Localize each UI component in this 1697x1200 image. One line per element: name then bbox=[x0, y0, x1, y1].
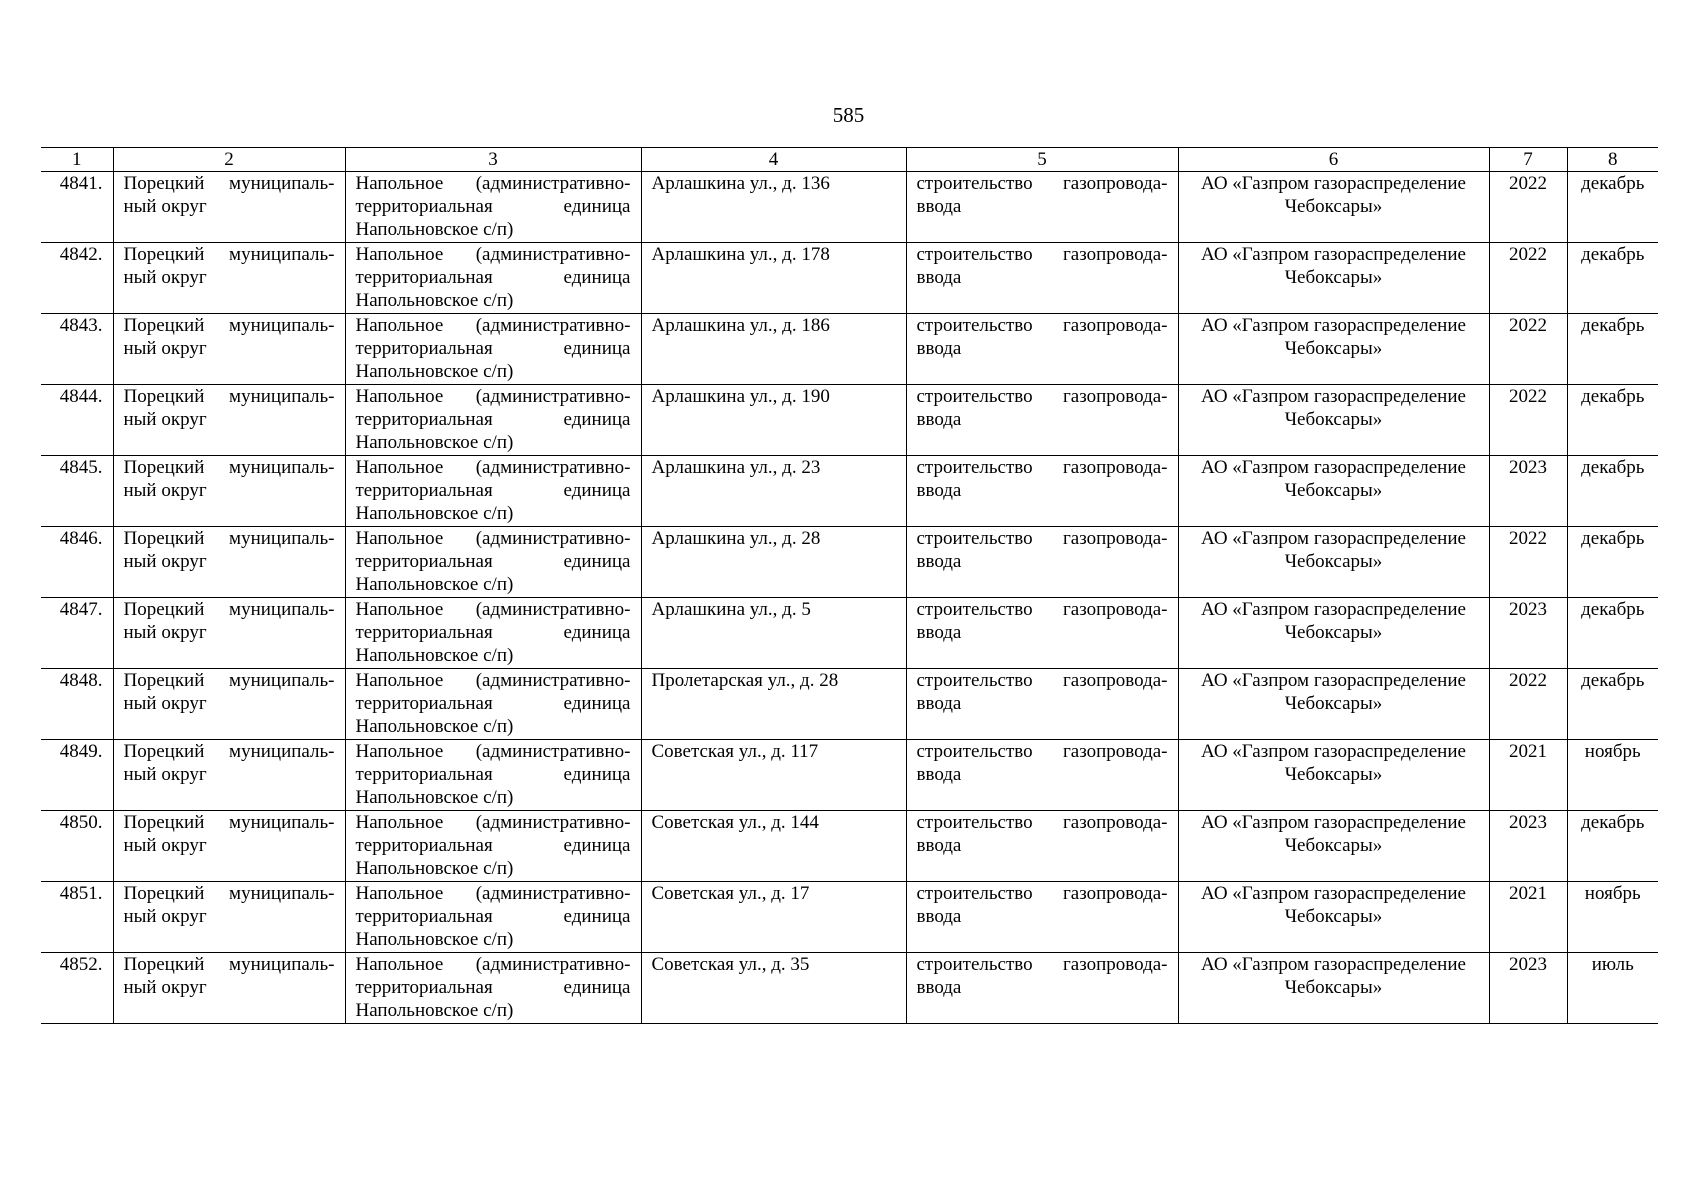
address-cell: Арлашкина ул., д. 190 bbox=[641, 385, 906, 456]
year-cell: 2022 bbox=[1489, 527, 1567, 598]
organization-cell: АО «Газпром газораспределение Чебоксары» bbox=[1178, 811, 1489, 882]
address-cell: Советская ул., д. 35 bbox=[641, 953, 906, 1024]
district-cell: Порецкий муниципаль-ный округ bbox=[113, 882, 345, 953]
column-number: 3 bbox=[345, 148, 641, 172]
district-cell: Порецкий муниципаль-ный округ bbox=[113, 740, 345, 811]
address-cell: Арлашкина ул., д. 136 bbox=[641, 172, 906, 243]
month-cell: декабрь bbox=[1567, 172, 1658, 243]
locality-cell: Напольное (административно-территориальная единица Напольновское с/п) bbox=[345, 811, 641, 882]
locality-cell: Напольное (административно-территориальная единица Напольновское с/п) bbox=[345, 314, 641, 385]
table-row bbox=[41, 953, 1658, 1024]
locality-cell: Напольное (административно-территориальная единица Напольновское с/п) bbox=[345, 669, 641, 740]
table-row bbox=[41, 456, 1658, 527]
column-number: 5 bbox=[906, 148, 1178, 172]
month-cell: июль bbox=[1567, 953, 1658, 1024]
table-row bbox=[41, 598, 1658, 669]
work-type-cell: строительство газопровода-ввода bbox=[906, 314, 1178, 385]
locality-cell: Напольное (административно-территориальная единица Напольновское с/п) bbox=[345, 882, 641, 953]
row-number: 4847. bbox=[41, 598, 113, 669]
row-number: 4851. bbox=[41, 882, 113, 953]
column-number: 2 bbox=[113, 148, 345, 172]
row-number: 4841. bbox=[41, 172, 113, 243]
table-row bbox=[41, 385, 1658, 456]
column-number-row bbox=[41, 148, 1658, 172]
table-row bbox=[41, 172, 1658, 243]
locality-cell: Напольное (административно-территориальная единица Напольновское с/п) bbox=[345, 953, 641, 1024]
locality-cell: Напольное (административно-территориальная единица Напольновское с/п) bbox=[345, 456, 641, 527]
year-cell: 2023 bbox=[1489, 456, 1567, 527]
organization-cell: АО «Газпром газораспределение Чебоксары» bbox=[1178, 385, 1489, 456]
district-cell: Порецкий муниципаль-ный округ bbox=[113, 811, 345, 882]
address-cell: Советская ул., д. 117 bbox=[641, 740, 906, 811]
organization-cell: АО «Газпром газораспределение Чебоксары» bbox=[1178, 243, 1489, 314]
organization-cell: АО «Газпром газораспределение Чебоксары» bbox=[1178, 314, 1489, 385]
locality-cell: Напольное (административно-территориальная единица Напольновское с/п) bbox=[345, 172, 641, 243]
organization-cell: АО «Газпром газораспределение Чебоксары» bbox=[1178, 882, 1489, 953]
year-cell: 2022 bbox=[1489, 172, 1567, 243]
work-type-cell: строительство газопровода-ввода bbox=[906, 669, 1178, 740]
address-cell: Советская ул., д. 17 bbox=[641, 882, 906, 953]
address-cell: Арлашкина ул., д. 23 bbox=[641, 456, 906, 527]
table-row bbox=[41, 314, 1658, 385]
month-cell: декабрь bbox=[1567, 669, 1658, 740]
row-number: 4850. bbox=[41, 811, 113, 882]
column-number: 6 bbox=[1178, 148, 1489, 172]
locality-cell: Напольное (административно-территориальная единица Напольновское с/п) bbox=[345, 598, 641, 669]
month-cell: декабрь bbox=[1567, 598, 1658, 669]
column-number: 4 bbox=[641, 148, 906, 172]
district-cell: Порецкий муниципаль-ный округ bbox=[113, 456, 345, 527]
district-cell: Порецкий муниципаль-ный округ bbox=[113, 953, 345, 1024]
table-row bbox=[41, 811, 1658, 882]
row-number: 4843. bbox=[41, 314, 113, 385]
organization-cell: АО «Газпром газораспределение Чебоксары» bbox=[1178, 953, 1489, 1024]
register-table bbox=[41, 147, 1658, 1024]
address-cell: Советская ул., д. 144 bbox=[641, 811, 906, 882]
locality-cell: Напольное (административно-территориальная единица Напольновское с/п) bbox=[345, 385, 641, 456]
row-number: 4849. bbox=[41, 740, 113, 811]
year-cell: 2022 bbox=[1489, 243, 1567, 314]
row-number: 4852. bbox=[41, 953, 113, 1024]
locality-cell: Напольное (административно-территориальная единица Напольновское с/п) bbox=[345, 243, 641, 314]
year-cell: 2022 bbox=[1489, 314, 1567, 385]
page-number: 585 bbox=[832, 103, 865, 127]
table-row bbox=[41, 740, 1658, 811]
work-type-cell: строительство газопровода-ввода bbox=[906, 172, 1178, 243]
address-cell: Арлашкина ул., д. 28 bbox=[641, 527, 906, 598]
work-type-cell: строительство газопровода-ввода bbox=[906, 598, 1178, 669]
locality-cell: Напольное (административно-территориальная единица Напольновское с/п) bbox=[345, 527, 641, 598]
year-cell: 2023 bbox=[1489, 953, 1567, 1024]
work-type-cell: строительство газопровода-ввода bbox=[906, 243, 1178, 314]
district-cell: Порецкий муниципаль-ный округ bbox=[113, 598, 345, 669]
year-cell: 2023 bbox=[1489, 811, 1567, 882]
column-number: 8 bbox=[1567, 148, 1658, 172]
month-cell: декабрь bbox=[1567, 456, 1658, 527]
table-row bbox=[41, 669, 1658, 740]
row-number: 4846. bbox=[41, 527, 113, 598]
column-number: 1 bbox=[41, 148, 113, 172]
year-cell: 2021 bbox=[1489, 882, 1567, 953]
organization-cell: АО «Газпром газораспределение Чебоксары» bbox=[1178, 456, 1489, 527]
year-cell: 2021 bbox=[1489, 740, 1567, 811]
work-type-cell: строительство газопровода-ввода bbox=[906, 882, 1178, 953]
work-type-cell: строительство газопровода-ввода bbox=[906, 953, 1178, 1024]
year-cell: 2022 bbox=[1489, 669, 1567, 740]
month-cell: ноябрь bbox=[1567, 882, 1658, 953]
organization-cell: АО «Газпром газораспределение Чебоксары» bbox=[1178, 527, 1489, 598]
table-row bbox=[41, 527, 1658, 598]
district-cell: Порецкий муниципаль-ный округ bbox=[113, 669, 345, 740]
row-number: 4842. bbox=[41, 243, 113, 314]
organization-cell: АО «Газпром газораспределение Чебоксары» bbox=[1178, 598, 1489, 669]
year-cell: 2023 bbox=[1489, 598, 1567, 669]
month-cell: ноябрь bbox=[1567, 740, 1658, 811]
column-number: 7 bbox=[1489, 148, 1567, 172]
address-cell: Арлашкина ул., д. 178 bbox=[641, 243, 906, 314]
organization-cell: АО «Газпром газораспределение Чебоксары» bbox=[1178, 172, 1489, 243]
locality-cell: Напольное (административно-территориальная единица Напольновское с/п) bbox=[345, 740, 641, 811]
month-cell: декабрь bbox=[1567, 527, 1658, 598]
work-type-cell: строительство газопровода-ввода bbox=[906, 456, 1178, 527]
row-number: 4848. bbox=[41, 669, 113, 740]
address-cell: Пролетарская ул., д. 28 bbox=[641, 669, 906, 740]
month-cell: декабрь bbox=[1567, 811, 1658, 882]
work-type-cell: строительство газопровода-ввода bbox=[906, 740, 1178, 811]
work-type-cell: строительство газопровода-ввода bbox=[906, 811, 1178, 882]
district-cell: Порецкий муниципаль-ный округ bbox=[113, 385, 345, 456]
row-number: 4845. bbox=[41, 456, 113, 527]
district-cell: Порецкий муниципаль-ный округ bbox=[113, 243, 345, 314]
district-cell: Порецкий муниципаль-ный округ bbox=[113, 314, 345, 385]
month-cell: декабрь bbox=[1567, 385, 1658, 456]
work-type-cell: строительство газопровода-ввода bbox=[906, 527, 1178, 598]
district-cell: Порецкий муниципаль-ный округ bbox=[113, 172, 345, 243]
district-cell: Порецкий муниципаль-ный округ bbox=[113, 527, 345, 598]
table-row bbox=[41, 882, 1658, 953]
month-cell: декабрь bbox=[1567, 314, 1658, 385]
work-type-cell: строительство газопровода-ввода bbox=[906, 385, 1178, 456]
month-cell: декабрь bbox=[1567, 243, 1658, 314]
year-cell: 2022 bbox=[1489, 385, 1567, 456]
organization-cell: АО «Газпром газораспределение Чебоксары» bbox=[1178, 740, 1489, 811]
organization-cell: АО «Газпром газораспределение Чебоксары» bbox=[1178, 669, 1489, 740]
address-cell: Арлашкина ул., д. 186 bbox=[641, 314, 906, 385]
address-cell: Арлашкина ул., д. 5 bbox=[641, 598, 906, 669]
row-number: 4844. bbox=[41, 385, 113, 456]
table-row bbox=[41, 243, 1658, 314]
